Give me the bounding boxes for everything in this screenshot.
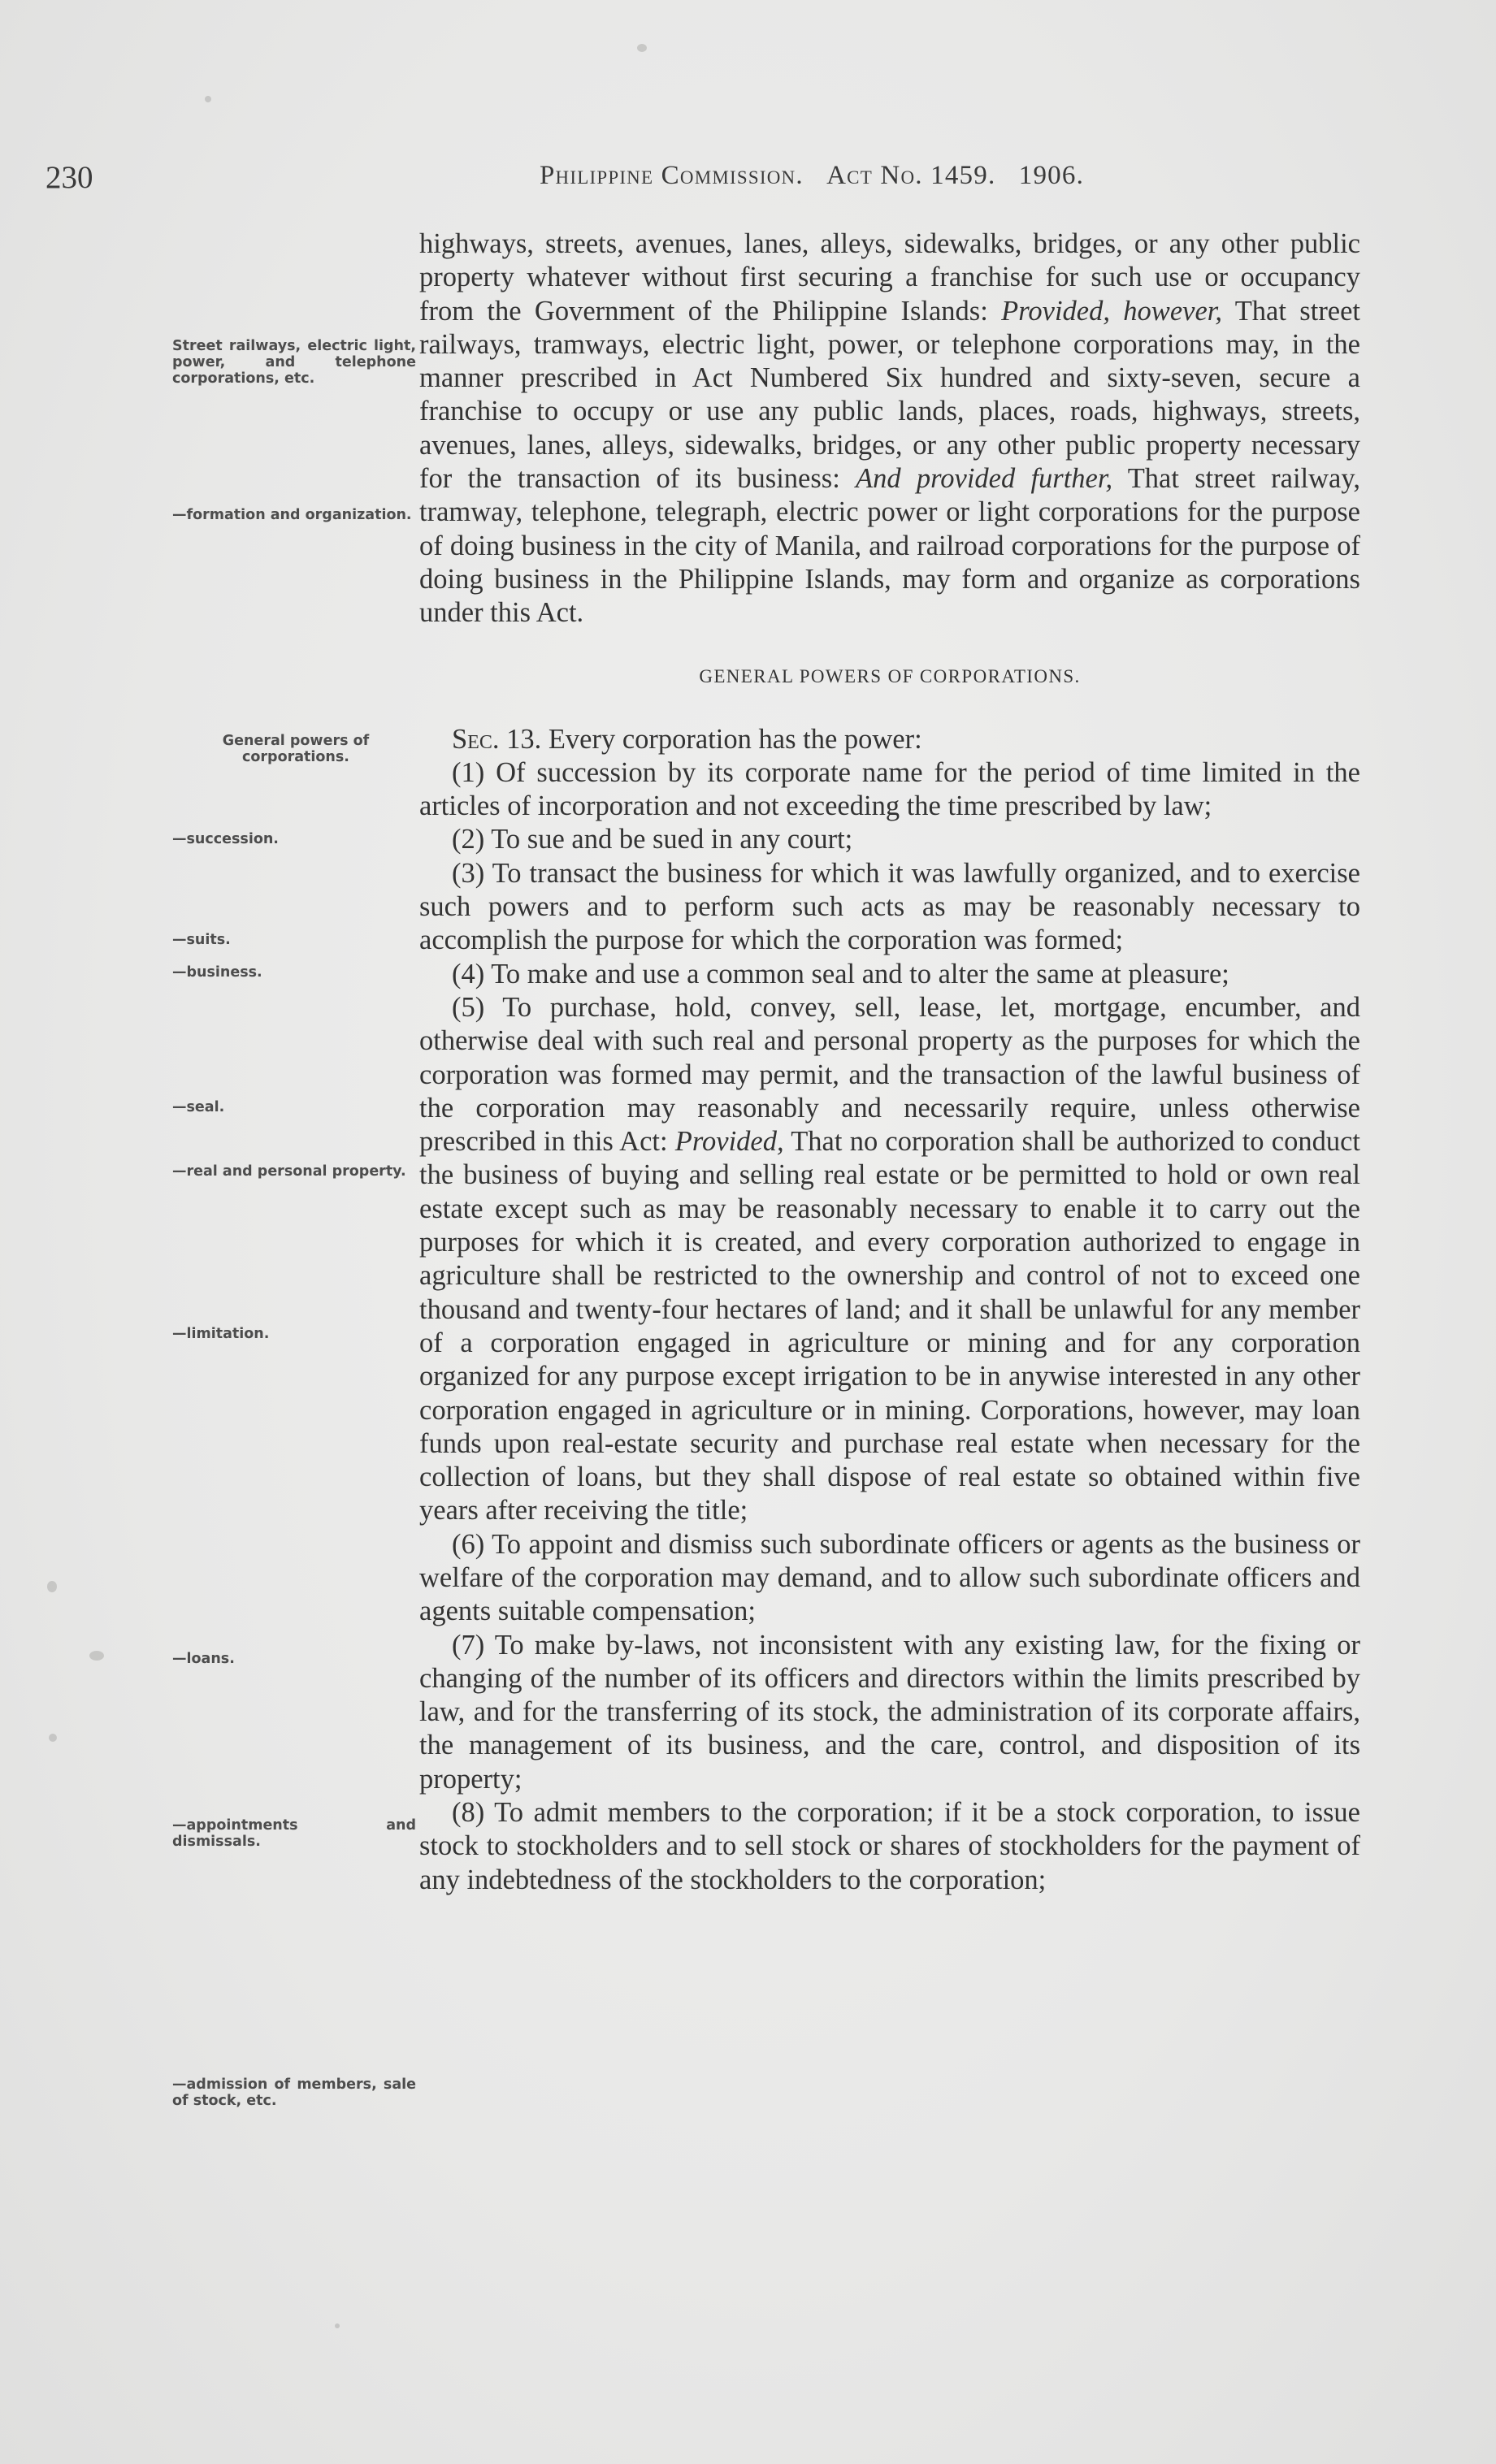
text-run: highways, streets, avenues, lanes, alleys, sidewalks, bridges, or any other public property whatever without first securing a franchise for such use or occupancy from the Government of the Philippine Islands: xyxy=(419,228,1360,327)
power-item-4: (4) To make and use a common seal and to alter the same at pleasure; xyxy=(452,958,1229,989)
power-item-7: (7) To make by-laws, not inconsistent with any existing law, for the fixing or changing of the number of its officers and directors within the limits prescribed by law, and for the transferring of its stock, the administration of its corporate affairs, the management of its business, and the care, control, and disposition of its property; xyxy=(419,1629,1360,1795)
scan-speck xyxy=(335,2323,340,2328)
proviso-text: And provided further, xyxy=(856,463,1113,495)
margin-note-loans: —loans. xyxy=(172,1651,235,1667)
margin-note-limitation: —limitation. xyxy=(172,1326,270,1342)
margin-note-admission: —admission of members, sale of stock, etc. xyxy=(172,2076,416,2109)
margin-note-appointments: —appointments and dismissals. xyxy=(172,1817,416,1850)
running-head-act: Act No. 1459. xyxy=(826,161,996,190)
running-head-year: 1906. xyxy=(1018,161,1085,190)
power-item-2: (2) To sue and be sued in any court; xyxy=(452,824,853,855)
main-text xyxy=(419,227,1360,1897)
margin-note-succession: —succession. xyxy=(172,831,279,847)
power-item-8: (8) To admit members to the corporation; if it be a stock corporation, to issue stock to stockholders and to sell stock or shares of stockholders for the payment of any indebtedness of the stockholders to the corporation; xyxy=(419,1797,1360,1895)
margin-note-seal: —seal. xyxy=(172,1099,225,1115)
running-head xyxy=(540,161,1084,191)
proviso-text: Provided, xyxy=(674,1126,784,1158)
margin-note-suits: —suits. xyxy=(172,932,231,948)
margin-note-business: —business. xyxy=(172,964,262,981)
margin-note-formation: —formation and organization. xyxy=(172,507,412,523)
scan-speck xyxy=(47,1581,57,1592)
text-run: That no corporation shall be authorized to conduct the business of buying and selling real estate or be permitted to hold or own real estate except such as may be reasonably necessary to enable it to carry out the purposes for which it is created, and every corporation authorized to engage in agriculture shall be restricted to the ownership and control of not to exceed one thousand and twenty-four hectares of land; and it shall be unlawful for any member of a corporation engaged in agriculture or mining and for any corporation organized for any purpose except irrigation to be in anywise interested in any other corporation engaged in agriculture or in mining. Corporations, however, may loan funds upon real-estate security and purchase real estate when necessary for the collection of loans, but they shall dispose of real estate so obtained within five years after receiving the title; xyxy=(419,1126,1360,1526)
section-13-intro xyxy=(419,723,1360,756)
margin-note-real-personal-property: —real and personal property. xyxy=(172,1163,406,1180)
section-heading: GENERAL POWERS OF CORPORATIONS. xyxy=(699,665,1081,686)
text-run: (5) To purchase, hold, convey, sell, lease, let, mortgage, encumber, and otherwise deal with such real and personal property as the purposes for which the corporation was formed may permit, and the transaction of the lawful business of the corporation may reasonably and necessarily require, unless otherwise prescribed in this Act: xyxy=(419,991,1360,1158)
power-item-6: (6) To appoint and dismiss such subordinate officers or agents as the business or welfare of the corporation may demand, and to allow such subordinate officers and agents suitable compensation; xyxy=(419,1528,1360,1627)
power-item-1: (1) Of succession by its corporate name for the period of time limited in the articles of incorporation and not exceeding the time prescribed by law; xyxy=(419,756,1360,822)
margin-note-street-railways: Street railways, electric light, power, and telephone corporations, etc. xyxy=(172,338,416,387)
paragraph-franchise xyxy=(419,227,1360,630)
scan-speck xyxy=(205,96,211,102)
margin-note-general-powers: General powers of corporations. xyxy=(222,733,370,765)
scan-speck xyxy=(637,44,647,52)
text-run: Every corporation has the power: xyxy=(548,723,922,755)
scan-speck xyxy=(89,1651,104,1661)
scan-speck xyxy=(49,1734,57,1742)
proviso-text: Provided, however, xyxy=(1001,295,1222,327)
page-number: 230 xyxy=(46,160,93,195)
text-run: That street railway, tramway, telephone, telegraph, electric power or light corporations for the purpose of doing business in the city of Manila, and railroad corporations for the purpose of doing business in the Philippine Islands, may form and organize as corporations under this Act. xyxy=(419,463,1360,629)
running-head-title: Philippine Commission. xyxy=(540,161,804,190)
text-run: That street railways, tramways, electric light, power, or telephone corporations may, in the manner prescribed in Act Numbered Six hundred and sixty-seven, secure a franchise to occupy or use any public lands, places, roads, highways, streets, avenues, lanes, alleys, sidewalks, bridges, or any other public property necessary for the transaction of its business: xyxy=(419,295,1361,495)
power-item-3: (3) To transact the business for which it was lawfully organized, and to exercise such powers and to perform such acts as may be reasonably necessary to accomplish the purpose for which the corporation was formed; xyxy=(419,857,1360,956)
power-item-5 xyxy=(419,991,1360,1528)
section-label: Sec. 13. xyxy=(452,723,542,755)
